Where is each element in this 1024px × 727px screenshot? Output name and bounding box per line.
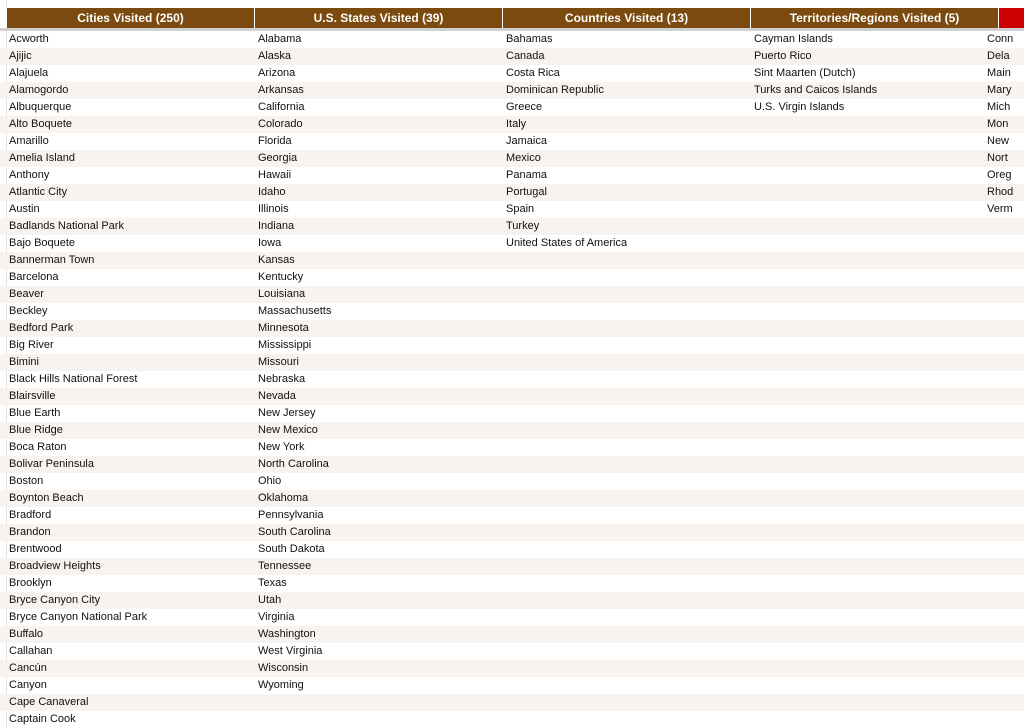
state-cell[interactable]: North Carolina: [258, 458, 329, 470]
state-cell[interactable]: Missouri: [258, 356, 299, 368]
fifth-column-cell[interactable]: Main: [987, 67, 1011, 79]
city-cell[interactable]: Boca Raton: [9, 441, 67, 453]
state-cell[interactable]: Georgia: [258, 152, 298, 164]
city-cell[interactable]: Brandon: [9, 526, 51, 538]
city-cell[interactable]: Boston: [9, 475, 44, 487]
city-cell[interactable]: Beaver: [9, 288, 44, 300]
city-cell[interactable]: Cape Canaveral: [9, 696, 89, 708]
header-states[interactable]: U.S. States Visited (39): [255, 8, 503, 28]
city-cell[interactable]: Alamogordo: [9, 84, 69, 96]
state-cell[interactable]: Utah: [258, 594, 282, 606]
state-cell[interactable]: Arizona: [258, 67, 296, 79]
fifth-column-cell[interactable]: Oreg: [987, 169, 1012, 181]
state-cell[interactable]: Wisconsin: [258, 662, 309, 674]
state-cell[interactable]: Texas: [258, 577, 287, 589]
city-cell[interactable]: Cancún: [9, 662, 47, 674]
state-cell[interactable]: Wyoming: [258, 679, 304, 691]
city-cell[interactable]: Amarillo: [9, 135, 49, 147]
state-cell[interactable]: Alabama: [258, 33, 302, 45]
city-cell[interactable]: Albuquerque: [9, 101, 72, 113]
country-cell[interactable]: Italy: [506, 118, 527, 130]
city-cell[interactable]: Blue Earth: [9, 407, 61, 419]
territory-cell[interactable]: Puerto Rico: [754, 50, 812, 62]
territory-cell[interactable]: Sint Maarten (Dutch): [754, 67, 856, 79]
state-cell[interactable]: Virginia: [258, 611, 295, 623]
state-cell[interactable]: Nebraska: [258, 373, 306, 385]
state-cell[interactable]: Arkansas: [258, 84, 304, 96]
state-cell[interactable]: South Dakota: [258, 543, 325, 555]
country-cell[interactable]: Costa Rica: [506, 67, 560, 79]
state-cell[interactable]: Mississippi: [258, 339, 312, 351]
city-cell[interactable]: Bedford Park: [9, 322, 74, 334]
country-cell[interactable]: Bahamas: [506, 33, 553, 45]
state-cell[interactable]: New York: [258, 441, 305, 453]
fifth-column-cell[interactable]: Mich: [987, 101, 1011, 113]
fifth-column-cell[interactable]: Verm: [987, 203, 1013, 215]
territory-cell[interactable]: U.S. Virgin Islands: [754, 101, 845, 113]
states-column: [255, 31, 503, 694]
city-cell[interactable]: Blairsville: [9, 390, 56, 402]
countries-column: [503, 31, 751, 252]
state-cell[interactable]: Washington: [258, 628, 316, 640]
territory-cell[interactable]: Cayman Islands: [754, 33, 833, 45]
city-cell[interactable]: Alto Boquete: [9, 118, 72, 130]
country-cell[interactable]: Panama: [506, 169, 547, 181]
city-cell[interactable]: Badlands National Park: [9, 220, 124, 232]
state-cell[interactable]: New Jersey: [258, 407, 316, 419]
cities-column: [6, 31, 255, 727]
state-cell[interactable]: Hawaii: [258, 169, 292, 181]
fifth-column-cell[interactable]: Nort: [987, 152, 1008, 164]
fifth-column-cell[interactable]: Rhod: [987, 186, 1014, 198]
state-cell[interactable]: Oklahoma: [258, 492, 309, 504]
city-cell[interactable]: Canyon: [9, 679, 47, 691]
territories-column: [751, 31, 999, 116]
fifth-column: [984, 31, 1024, 218]
territory-cell[interactable]: Turks and Caicos Islands: [754, 84, 878, 96]
header-countries[interactable]: Countries Visited (13): [503, 8, 751, 28]
city-cell[interactable]: Beckley: [9, 305, 48, 317]
city-cell[interactable]: Barcelona: [9, 271, 59, 283]
state-cell[interactable]: West Virginia: [258, 645, 323, 657]
state-cell[interactable]: Louisiana: [258, 288, 306, 300]
city-cell[interactable]: Bradford: [9, 509, 52, 521]
header-fifth[interactable]: [999, 8, 1024, 28]
state-cell[interactable]: Florida: [258, 135, 292, 147]
country-cell[interactable]: Mexico: [506, 152, 541, 164]
city-cell[interactable]: Bajo Boquete: [9, 237, 76, 249]
city-cell[interactable]: Captain Cook: [9, 713, 76, 725]
fifth-column-cell[interactable]: New: [987, 135, 1010, 147]
city-cell[interactable]: Anthony: [9, 169, 50, 181]
city-cell[interactable]: Buffalo: [9, 628, 44, 640]
city-cell[interactable]: Bolivar Peninsula: [9, 458, 94, 470]
state-cell[interactable]: Illinois: [258, 203, 289, 215]
state-cell[interactable]: Alaska: [258, 50, 292, 62]
state-cell[interactable]: South Carolina: [258, 526, 331, 538]
city-cell[interactable]: Bryce Canyon National Park: [9, 611, 148, 623]
city-cell[interactable]: Broadview Heights: [9, 560, 101, 572]
country-cell[interactable]: Canada: [506, 50, 545, 62]
state-cell[interactable]: Nevada: [258, 390, 296, 402]
country-cell[interactable]: Portugal: [506, 186, 547, 198]
city-cell[interactable]: Amelia Island: [9, 152, 76, 164]
fifth-column-cell[interactable]: Dela: [987, 50, 1010, 62]
country-cell[interactable]: Jamaica: [506, 135, 547, 147]
state-cell[interactable]: New Mexico: [258, 424, 318, 436]
fifth-column-cell[interactable]: Mary: [987, 84, 1012, 96]
fifth-column-cell[interactable]: Conn: [987, 33, 1014, 45]
country-cell[interactable]: Turkey: [506, 220, 540, 232]
country-cell[interactable]: Spain: [506, 203, 535, 215]
state-cell[interactable]: Iowa: [258, 237, 282, 249]
city-cell[interactable]: Boynton Beach: [9, 492, 84, 504]
state-cell[interactable]: Tennessee: [258, 560, 312, 572]
city-cell[interactable]: Bimini: [9, 356, 39, 368]
header-cities[interactable]: Cities Visited (250): [7, 8, 255, 28]
state-cell[interactable]: Colorado: [258, 118, 303, 130]
country-cell[interactable]: Dominican Republic: [506, 84, 604, 96]
city-cell[interactable]: Black Hills National Forest: [9, 373, 138, 385]
city-cell[interactable]: Brentwood: [9, 543, 62, 555]
city-cell[interactable]: Alajuela: [9, 67, 49, 79]
country-cell[interactable]: Greece: [506, 101, 543, 113]
city-cell[interactable]: Ajijic: [9, 50, 32, 62]
header-territories[interactable]: Territories/Regions Visited (5): [751, 8, 999, 28]
state-cell[interactable]: California: [258, 101, 305, 113]
city-cell[interactable]: Austin: [9, 203, 40, 215]
city-cell[interactable]: Atlantic City: [9, 186, 68, 198]
state-cell[interactable]: Kentucky: [258, 271, 304, 283]
state-cell[interactable]: Kansas: [258, 254, 295, 266]
fifth-column-cell[interactable]: Mon: [987, 118, 1009, 130]
city-cell[interactable]: Acworth: [9, 33, 49, 45]
state-cell[interactable]: Pennsylvania: [258, 509, 324, 521]
state-cell[interactable]: Indiana: [258, 220, 295, 232]
city-cell[interactable]: Bannerman Town: [9, 254, 95, 266]
city-cell[interactable]: Blue Ridge: [9, 424, 63, 436]
city-cell[interactable]: Brooklyn: [9, 577, 52, 589]
city-cell[interactable]: Big River: [9, 339, 54, 351]
country-cell[interactable]: United States of America: [506, 237, 628, 249]
city-cell[interactable]: Callahan: [9, 645, 53, 657]
header-row: [0, 8, 1024, 28]
state-cell[interactable]: Massachusetts: [258, 305, 332, 317]
state-cell[interactable]: Ohio: [258, 475, 282, 487]
city-cell[interactable]: Bryce Canyon City: [9, 594, 101, 606]
state-cell[interactable]: Minnesota: [258, 322, 309, 334]
state-cell[interactable]: Idaho: [258, 186, 286, 198]
